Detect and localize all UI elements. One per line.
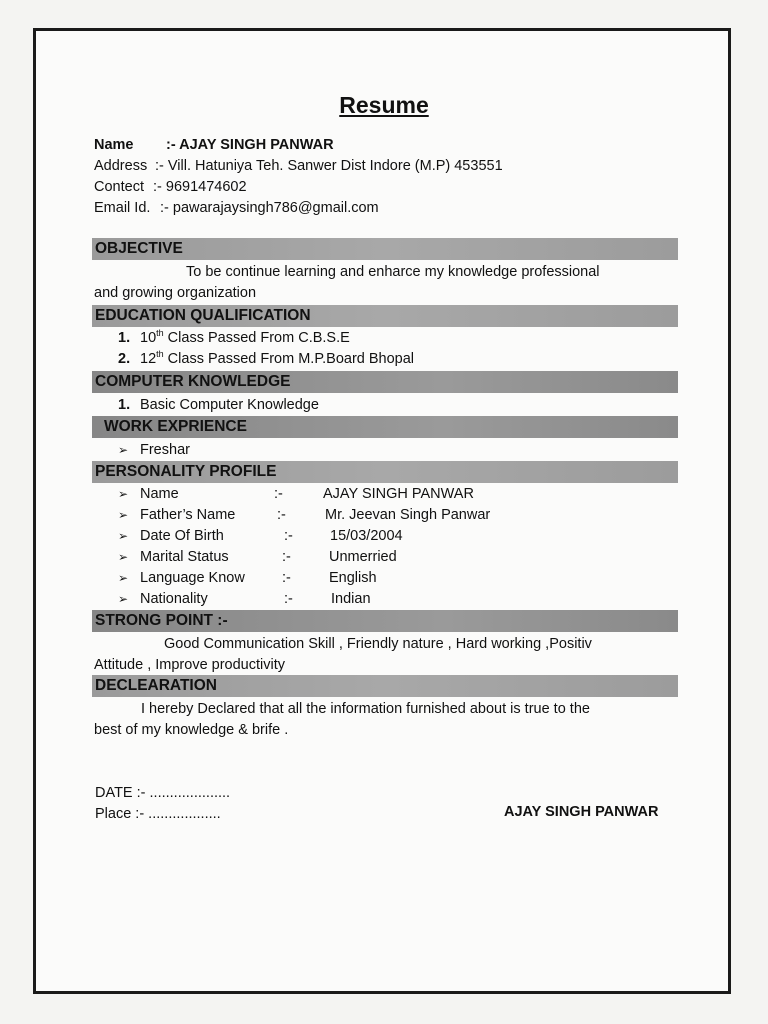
contact-label: Contect <box>94 179 144 195</box>
profile-key: Language Know <box>140 570 245 586</box>
profile-sep: :- <box>282 570 291 586</box>
address-value: :- Vill. Hatuniya Teh. Sanwer Dist Indore (M.P) 453551 <box>155 158 503 174</box>
strong-point-line-1: Good Communication Skill , Friendly nature , Hard working ,Positiv <box>164 636 592 652</box>
education-item-1-suffix: th <box>156 328 164 339</box>
education-item-2-text: Class Passed From M.P.Board Bhopal <box>163 351 415 367</box>
objective-heading: OBJECTIVE <box>92 238 678 260</box>
objective-line-1: To be continue learning and enharce my knowledge professional <box>186 264 600 280</box>
profile-key: Father’s Name <box>140 507 236 523</box>
arrowhead-bullet-icon: ➢ <box>118 529 129 543</box>
work-item-1 <box>118 440 190 461</box>
place-line: Place :- .................. <box>95 806 221 822</box>
work-item-1-text: Freshar <box>140 442 190 458</box>
contact-value: :- 9691474602 <box>153 179 247 195</box>
arrowhead-bullet-icon: ➢ <box>118 592 129 606</box>
profile-value: Unmerried <box>329 549 397 565</box>
education-heading: EDUCATION QUALIFICATION <box>92 305 678 327</box>
computer-item-1-text: Basic Computer Knowledge <box>140 397 319 413</box>
list-number: 1. <box>118 330 131 346</box>
email-label: Email Id. <box>94 200 151 216</box>
name-label: Name <box>94 137 134 153</box>
education-item-2-year: 12 <box>140 351 157 367</box>
strong-point-line-2: Attitude , Improve productivity <box>94 657 285 673</box>
profile-value: Mr. Jeevan Singh Panwar <box>325 507 491 523</box>
profile-value: AJAY SINGH PANWAR <box>323 486 474 502</box>
page-title: Resume <box>339 92 429 118</box>
profile-key: Name <box>140 486 179 502</box>
profile-row <box>118 547 397 568</box>
profile-value: 15/03/2004 <box>330 528 403 544</box>
profile-key: Date Of Birth <box>140 528 224 544</box>
profile-value: English <box>329 570 377 586</box>
work-heading: WORK EXPRIENCE <box>92 416 678 438</box>
arrowhead-bullet-icon: ➢ <box>118 487 129 501</box>
computer-heading: COMPUTER KNOWLEDGE <box>92 371 678 393</box>
profile-row <box>118 589 371 610</box>
strong-point-heading: STRONG POINT :- <box>92 610 678 632</box>
profile-row <box>118 568 377 589</box>
personality-heading: PERSONALITY PROFILE <box>92 461 678 483</box>
arrowhead-bullet-icon: ➢ <box>118 443 129 457</box>
profile-key: Marital Status <box>140 549 229 565</box>
education-item-2-suffix: th <box>156 349 164 360</box>
education-item-1 <box>118 328 350 349</box>
objective-line-2: and growing organization <box>94 285 257 301</box>
profile-sep: :- <box>284 528 293 544</box>
computer-item-1 <box>118 395 319 416</box>
education-item-1-year: 10 <box>140 330 157 346</box>
list-number: 2. <box>118 351 131 367</box>
profile-sep: :- <box>274 486 283 502</box>
email-value: :- pawarajaysingh786@gmail.com <box>160 200 379 216</box>
arrowhead-bullet-icon: ➢ <box>118 550 129 564</box>
profile-sep: :- <box>277 507 286 523</box>
arrowhead-bullet-icon: ➢ <box>118 508 129 522</box>
profile-sep: :- <box>284 591 293 607</box>
profile-key: Nationality <box>140 591 208 607</box>
declaration-heading: DECLEARATION <box>92 675 678 697</box>
profile-row <box>118 505 491 526</box>
address-label: Address <box>94 158 148 174</box>
contact-block <box>94 135 503 219</box>
profile-sep: :- <box>282 549 291 565</box>
profile-row <box>118 484 474 505</box>
profile-value: Indian <box>331 591 371 607</box>
profile-row <box>118 526 403 547</box>
declaration-line-2: best of my knowledge & brife . <box>94 722 289 738</box>
date-line: DATE :- .................... <box>95 785 231 801</box>
declaration-line-1: I hereby Declared that all the information furnished about is true to the <box>141 701 590 717</box>
education-item-2 <box>118 349 414 370</box>
education-item-1-text: Class Passed From C.B.S.E <box>163 330 350 346</box>
signature-name: AJAY SINGH PANWAR <box>504 804 659 820</box>
list-number: 1. <box>118 397 131 413</box>
arrowhead-bullet-icon: ➢ <box>118 571 129 585</box>
name-value: :- AJAY SINGH PANWAR <box>166 137 334 153</box>
